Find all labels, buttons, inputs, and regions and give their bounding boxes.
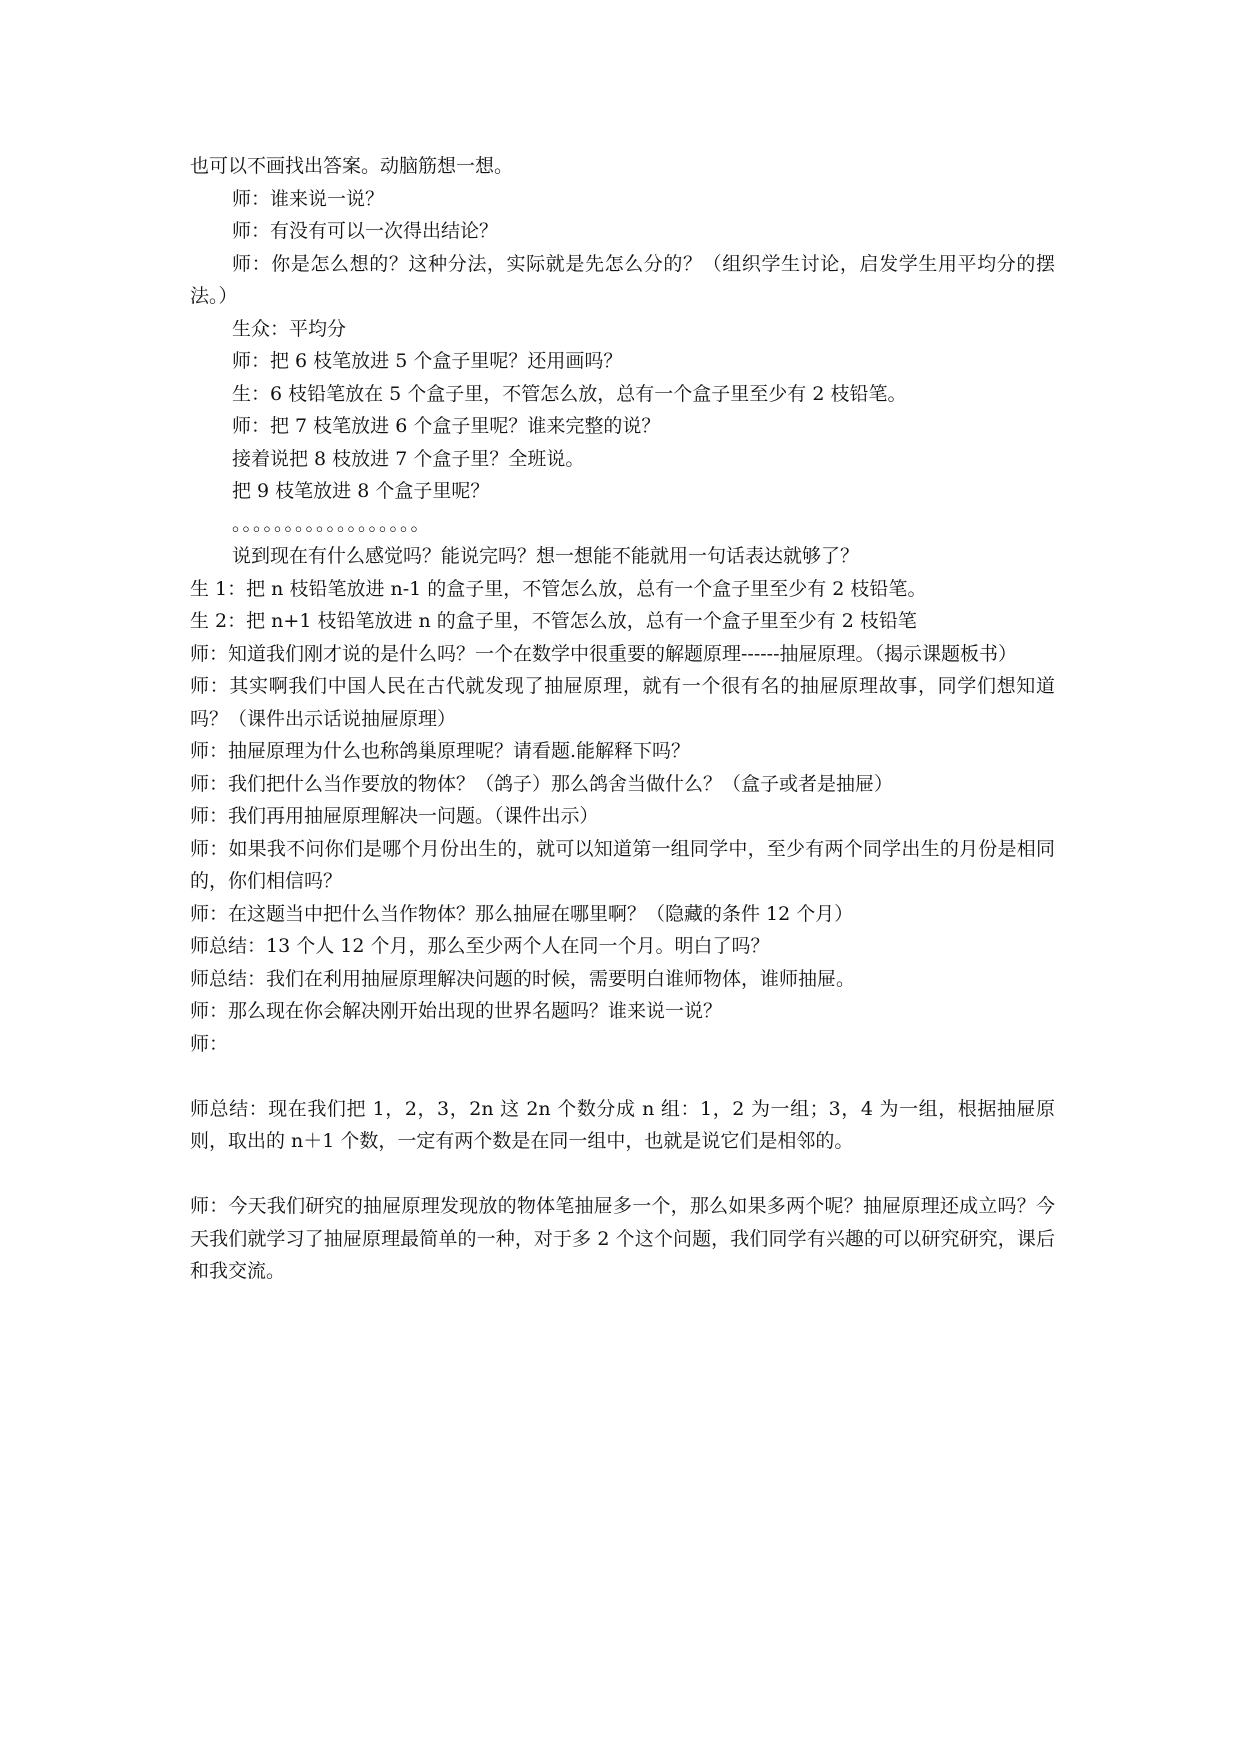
paragraph: 生 2：把 n+1 枝铅笔放进 n 的盒子里，不管怎么放，总有一个盒子里至少有 2 枝铅笔 <box>190 610 917 632</box>
paragraph: 师：那么现在你会解决刚开始出现的世界名题吗？谁来说一说？ <box>190 1000 723 1022</box>
paragraph: 师：谁来说一说？ <box>232 187 385 210</box>
paragraph: 生 1：把 n 枝铅笔放进 n-1 的盒子里，不管怎么放，总有一个盒子里至少有 2 枝铅笔。 <box>190 577 927 600</box>
paragraph: 师：我们再用抽屉原理解决一问题。（课件出示） <box>190 805 599 827</box>
document-body <box>190 150 1055 1288</box>
blank-line <box>190 1060 1055 1093</box>
paragraph: 生：6 枝铅笔放在 5 个盒子里，不管怎么放，总有一个盒子里至少有 2 枝铅笔。 <box>232 382 907 405</box>
paragraph: 说到现在有什么感觉吗？能说完吗？想一想能不能就用一句话表达就够了？ <box>232 545 860 567</box>
paragraph: 师：今天我们研究的抽屉原理发现放的物体笔抽屉多一个，那么如果多两个呢？抽屉原理还成立吗？今天我们就学习了抽屉原理最简单的一种，对于多 2 个这个问题，我们同学有兴趣的可以研究研究，课后和我交流。 <box>190 1195 1055 1282</box>
paragraph: 师：有没有可以一次得出结论？ <box>232 220 499 242</box>
paragraph: 接着说把 8 枝放进 7 个盒子里？全班说。 <box>232 447 585 470</box>
paragraph: 师： <box>190 1032 229 1055</box>
paragraph: 师：把 7 枝笔放进 6 个盒子里呢？谁来完整的说？ <box>232 415 661 437</box>
paragraph: 生众：平均分 <box>232 317 347 340</box>
paragraph: 师：其实啊我们中国人民在古代就发现了抽屉原理，就有一个很有名的抽屉原理故事，同学们想知道吗？（课件出示话说抽屉原理） <box>190 675 1055 730</box>
paragraph: 师：在这题当中把什么当作物体？那么抽屉在哪里啊？（隐藏的条件 12 个月） <box>190 902 854 925</box>
paragraph: 也可以不画找出答案。动脑筋想一想。 <box>190 155 514 177</box>
paragraph: 师总结：13 个人 12 个月，那么至少两个人在同一个月。明白了吗？ <box>190 935 770 957</box>
paragraph: 师：抽屉原理为什么也称鸽巢原理呢？请看题.能解释下吗？ <box>190 740 691 762</box>
paragraph: 师：把 6 枝笔放进 5 个盒子里呢？还用画吗？ <box>232 350 623 372</box>
paragraph: 师：知道我们刚才说的是什么吗？一个在数学中很重要的解题原理------抽屉原理。（揭示课题板书） <box>190 642 1018 665</box>
ellipsis-line: 。。。。。。。。。。。。。。。。。。 <box>232 512 431 535</box>
paragraph: 把 9 枝笔放进 8 个盒子里呢？ <box>232 480 490 502</box>
paragraph: 师总结：我们在利用抽屉原理解决问题的时候，需要明白谁师物体，谁师抽屉。 <box>190 967 856 990</box>
paragraph: 师：你是怎么想的？这种分法，实际就是先怎么分的？（组织学生讨论，启发学生用平均分的摆法。） <box>190 252 1055 307</box>
blank-line <box>190 1158 1055 1191</box>
paragraph: 师总结：现在我们把 1，2，3，2n 这 2n 个数分成 n 组：1，2 为一组；3，4 为一组，根据抽屉原则，取出的 n＋1 个数，一定有两个数是在同一组中，也就是说它们是相邻的。 <box>190 1097 1055 1152</box>
paragraph: 师：我们把什么当作要放的物体？（鸽子）那么鸽舍当做什么？（盒子或者是抽屉） <box>190 772 894 795</box>
paragraph: 师：如果我不问你们是哪个月份出生的，就可以知道第一组同学中，至少有两个同学出生的月份是相同的，你们相信吗？ <box>190 837 1055 892</box>
